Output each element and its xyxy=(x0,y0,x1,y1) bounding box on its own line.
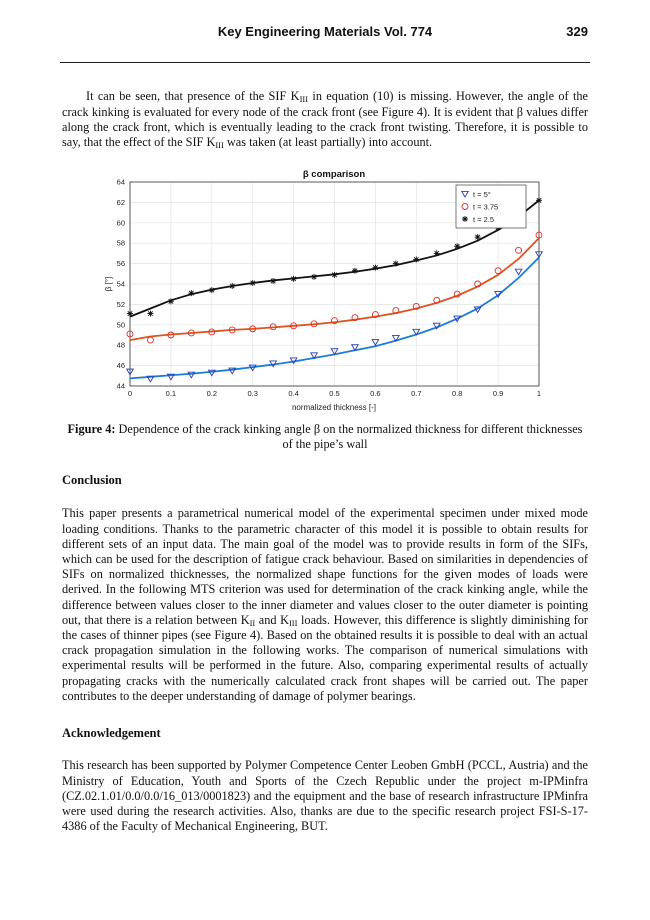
data-point xyxy=(434,250,440,256)
y-tick-label: 44 xyxy=(116,381,125,391)
data-point xyxy=(352,268,358,274)
x-tick-label: 0.3 xyxy=(247,389,258,398)
legend-label: t = 3.75 xyxy=(473,202,499,212)
x-tick-label: 0.4 xyxy=(288,389,299,398)
x-tick-label: 0.9 xyxy=(492,389,504,398)
x-tick-label: 0.1 xyxy=(165,389,177,398)
chart-title: β comparison xyxy=(302,169,366,180)
figure-caption: Figure 4: Dependence of the crack kinking angle β on the normalized thickness for different thicknesses of the pipe’s wall xyxy=(67,422,583,452)
legend-label: t = 5° xyxy=(473,190,491,199)
acknowledgement-paragraph: This research has been supported by Polymer Competence Center Leoben GmbH (PCCL, Austria) and the Ministry of Education, Youth and Sports of the Czech Republic under the project m-IPMinfra (CZ.02.1.01/0.0/0.0/16_013/0001823) and the equipment and the base of research infrastructure IPMinfra were used during the research activities. Also, thanks are due to the specific research project FSI-S-17-4386 of the Faculty of Mechanical Engineering, BUT. xyxy=(62,758,588,834)
x-tick-label: 0.6 xyxy=(370,389,381,398)
data-point xyxy=(393,261,399,267)
y-tick-label: 50 xyxy=(116,320,125,330)
figure-4 xyxy=(100,166,552,416)
y-tick-label: 46 xyxy=(116,361,125,371)
legend-marker xyxy=(462,216,468,222)
data-point xyxy=(291,276,297,282)
y-tick-label: 60 xyxy=(116,218,125,228)
data-point xyxy=(311,274,317,280)
x-tick-label: 0.2 xyxy=(206,389,218,398)
chart-legend xyxy=(456,185,526,228)
x-axis-label: normalized thickness [-] xyxy=(291,403,377,412)
conclusion-heading: Conclusion xyxy=(62,473,122,487)
data-point xyxy=(229,283,235,289)
data-point xyxy=(127,311,133,317)
data-point xyxy=(536,197,542,203)
data-point xyxy=(209,287,215,293)
acknowledgement-heading: Acknowledgement xyxy=(62,726,161,740)
data-point xyxy=(475,234,481,240)
y-tick-label: 48 xyxy=(116,340,125,350)
data-point xyxy=(454,243,460,249)
data-point xyxy=(250,280,256,286)
data-point xyxy=(168,298,174,304)
y-tick-label: 64 xyxy=(116,177,125,187)
x-tick-label: 0.8 xyxy=(451,389,463,398)
page-number: 329 xyxy=(566,24,588,39)
x-tick-label: 0.7 xyxy=(411,389,422,398)
data-point xyxy=(372,265,378,271)
y-tick-label: 54 xyxy=(116,279,125,289)
data-point xyxy=(413,257,419,263)
running-header xyxy=(62,24,588,42)
x-tick-label: 0 xyxy=(127,389,133,398)
x-tick-label: 0.5 xyxy=(329,389,340,398)
y-tick-label: 58 xyxy=(116,238,125,248)
y-axis-label: β [°] xyxy=(104,276,113,292)
journal-title: Key Engineering Materials Vol. 774 xyxy=(217,24,433,39)
conclusion-paragraph: This paper presents a parametrical numerical model of the experimental specimen under mixed mode loading conditions. Thanks to the parametric character of this model it is possible to obtain results for different sets of an input data. The main goal of the model was to provide results in form of the SIFs, which can be used for the description of fatigue crack behaviour. Based on similarities in dependencies of SIFs on normalized thicknesses, the normalized shape functions for the given modes of loads were derived. In the following MTS criterion was used for determination of the crack kinking angle, while the difference between values closer to the inner diameter and values closer to the outer diameter is pointing out, that there is a relation between $K_{II}$ and $K_{III}$ loads. However, this difference is slightly diminishing for the cases of thinner pipes (see Figure 4). Based on the obtained results it is possible to deal with an actual crack propagation simulation in the following works. The comparison of numerical simulations with experimental results will be performed in the future. Also, comparing experimental results of actually propagating cracks with the numerically calculated crack front shapes will be carried out. The paper contributes to the deeper understanding of damage of polymer bearings. xyxy=(62,506,588,703)
data-point xyxy=(270,278,276,284)
legend-label: t = 2.5 xyxy=(473,215,495,224)
header-rule xyxy=(60,62,590,63)
y-tick-label: 56 xyxy=(116,259,125,269)
beta-comparison-chart xyxy=(100,166,552,416)
data-point xyxy=(188,290,194,296)
intro-paragraph: It can be seen, that presence of the SIF $K_{III}$ in equation (10) is missing. However, the angle of the crack kinking is evaluated for every node of the crack front (see Figure 4). It is evident that β values differ along the crack front, which is eventually leading to the crack front twisting. Therefore, it is possible to say, that the effect of the SIF $K_{III}$ was taken (at least partially) into account. xyxy=(62,89,588,150)
data-point xyxy=(147,311,153,317)
figure-label: Figure 4: xyxy=(67,422,116,436)
y-tick-label: 62 xyxy=(116,197,125,207)
x-tick-label: 1 xyxy=(536,389,542,398)
data-point xyxy=(332,272,338,278)
y-tick-label: 52 xyxy=(116,299,125,309)
